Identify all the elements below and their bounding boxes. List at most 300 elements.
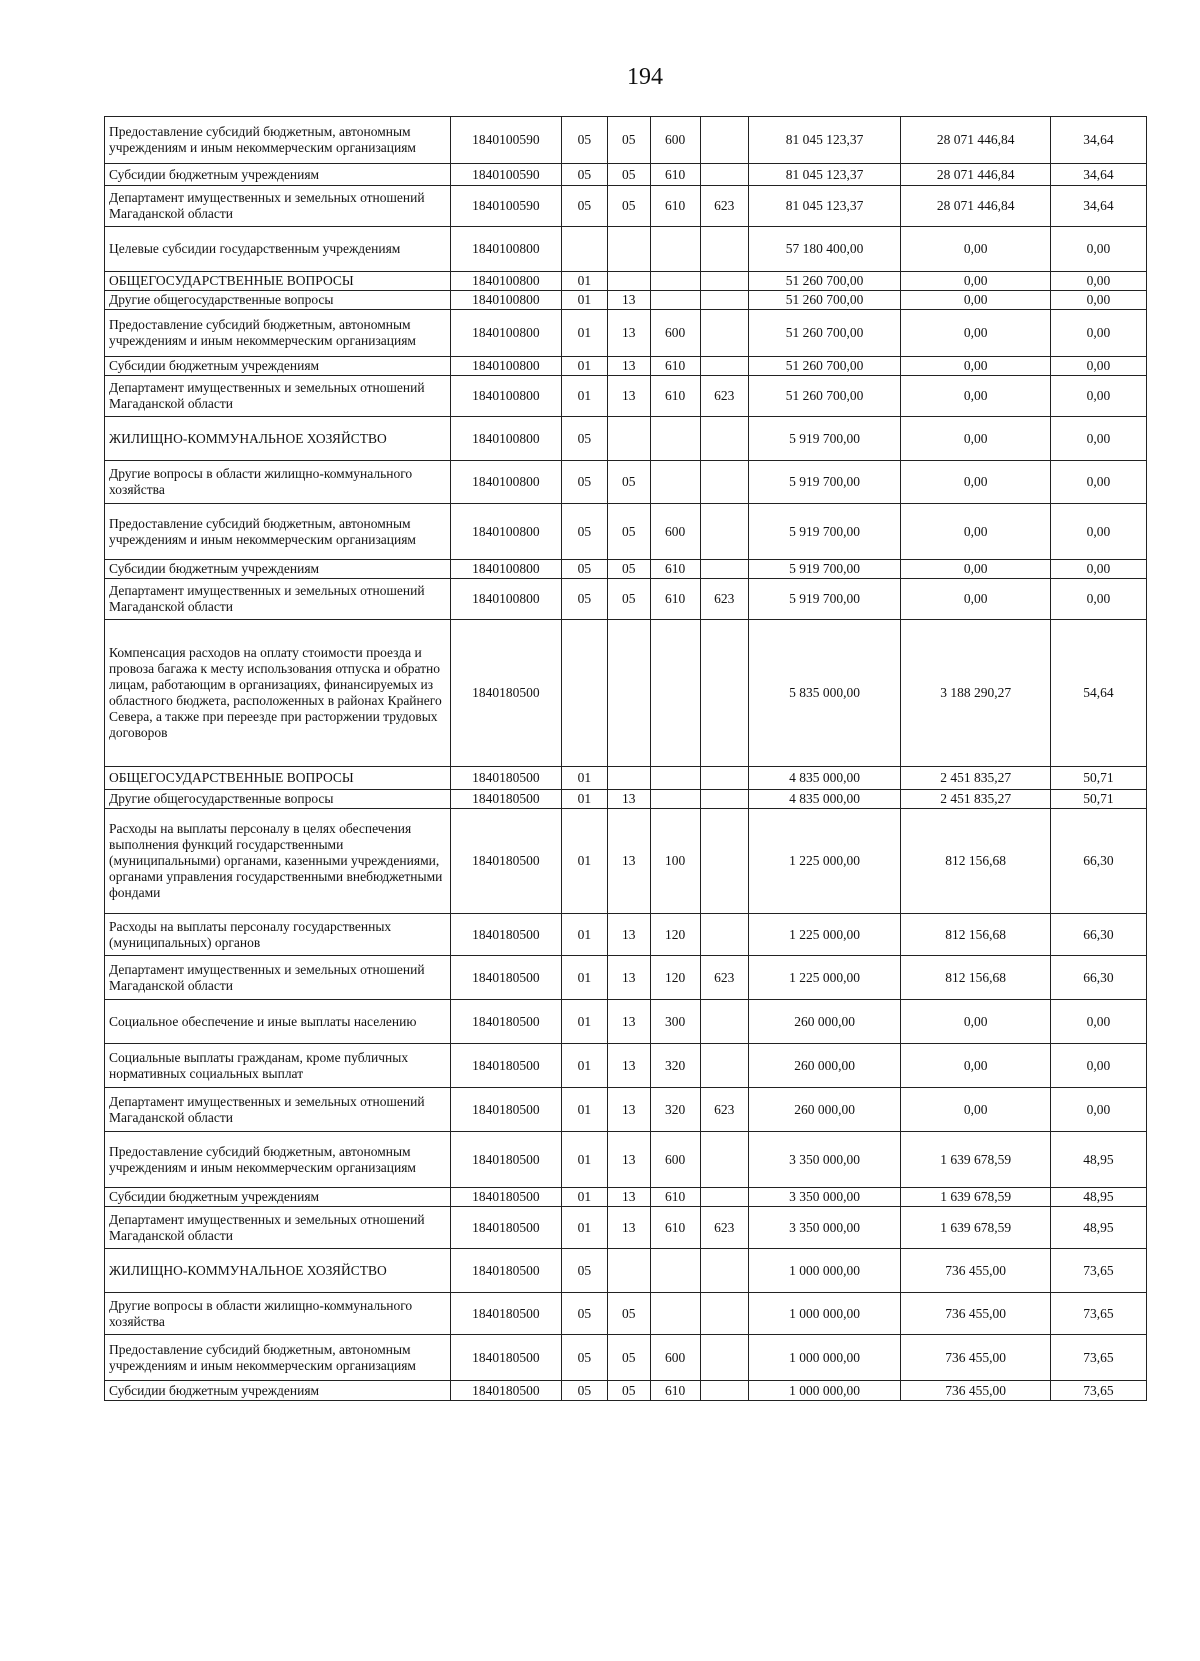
- plan-amount-cell: 51 260 700,00: [748, 357, 901, 376]
- target-article-cell: 1840180500: [450, 1293, 561, 1335]
- admin-code-cell: [700, 1132, 748, 1188]
- percent-cell: 0,00: [1050, 310, 1146, 357]
- target-article-cell: 1840100800: [450, 376, 561, 417]
- budget-execution-table: [104, 116, 1147, 1401]
- actual-amount-cell: 2 451 835,27: [901, 790, 1050, 809]
- expense-type-cell: 610: [650, 560, 700, 579]
- actual-amount-cell: 2 451 835,27: [901, 767, 1050, 790]
- target-article-cell: 1840180500: [450, 1249, 561, 1293]
- plan-amount-cell: 51 260 700,00: [748, 291, 901, 310]
- target-article-cell: 1840180500: [450, 767, 561, 790]
- percent-cell: 0,00: [1050, 1088, 1146, 1132]
- plan-amount-cell: 5 919 700,00: [748, 504, 901, 560]
- plan-amount-cell: 51 260 700,00: [748, 272, 901, 291]
- target-article-cell: 1840180500: [450, 809, 561, 914]
- target-article-cell: 1840100800: [450, 310, 561, 357]
- row-name-cell: Департамент имущественных и земельных отношений Магаданской области: [105, 186, 451, 227]
- subsection-cell: [607, 272, 650, 291]
- row-name-cell: Предоставление субсидий бюджетным, автономным учреждениям и иным некоммерческим организациям: [105, 1132, 451, 1188]
- table-row: [105, 1207, 1147, 1249]
- subsection-cell: 05: [607, 117, 650, 164]
- expense-type-cell: 600: [650, 117, 700, 164]
- subsection-cell: [607, 767, 650, 790]
- percent-cell: 73,65: [1050, 1293, 1146, 1335]
- admin-code-cell: 623: [700, 1207, 748, 1249]
- table-row: [105, 809, 1147, 914]
- plan-amount-cell: 57 180 400,00: [748, 227, 901, 272]
- target-article-cell: 1840100800: [450, 579, 561, 620]
- row-name-cell: Департамент имущественных и земельных отношений Магаданской области: [105, 956, 451, 1000]
- subsection-cell: 05: [607, 579, 650, 620]
- expense-type-cell: 610: [650, 1188, 700, 1207]
- admin-code-cell: 623: [700, 579, 748, 620]
- expense-type-cell: 100: [650, 809, 700, 914]
- percent-cell: 0,00: [1050, 272, 1146, 291]
- table-row: [105, 914, 1147, 956]
- section-cell: 05: [561, 164, 607, 186]
- subsection-cell: 13: [607, 809, 650, 914]
- percent-cell: 0,00: [1050, 1000, 1146, 1044]
- expense-type-cell: [650, 620, 700, 767]
- row-name-cell: ЖИЛИЩНО-КОММУНАЛЬНОЕ ХОЗЯЙСТВО: [105, 417, 451, 461]
- subsection-cell: 13: [607, 310, 650, 357]
- row-name-cell: Другие общегосударственные вопросы: [105, 790, 451, 809]
- admin-code-cell: [700, 164, 748, 186]
- actual-amount-cell: 3 188 290,27: [901, 620, 1050, 767]
- row-name-cell: ОБЩЕГОСУДАРСТВЕННЫЕ ВОПРОСЫ: [105, 272, 451, 291]
- table-body: [105, 117, 1147, 1401]
- percent-cell: 50,71: [1050, 790, 1146, 809]
- percent-cell: 0,00: [1050, 579, 1146, 620]
- table-row: [105, 1000, 1147, 1044]
- table-row: [105, 1335, 1147, 1381]
- percent-cell: 0,00: [1050, 504, 1146, 560]
- plan-amount-cell: 3 350 000,00: [748, 1188, 901, 1207]
- row-name-cell: Другие вопросы в области жилищно-коммунального хозяйства: [105, 1293, 451, 1335]
- section-cell: 01: [561, 272, 607, 291]
- subsection-cell: 05: [607, 1381, 650, 1401]
- admin-code-cell: [700, 620, 748, 767]
- actual-amount-cell: 0,00: [901, 310, 1050, 357]
- table-row: [105, 1249, 1147, 1293]
- plan-amount-cell: 51 260 700,00: [748, 310, 901, 357]
- expense-type-cell: 600: [650, 504, 700, 560]
- row-name-cell: Субсидии бюджетным учреждениям: [105, 1381, 451, 1401]
- row-name-cell: Субсидии бюджетным учреждениям: [105, 357, 451, 376]
- percent-cell: 73,65: [1050, 1335, 1146, 1381]
- table-row: [105, 1088, 1147, 1132]
- subsection-cell: 13: [607, 914, 650, 956]
- plan-amount-cell: 81 045 123,37: [748, 186, 901, 227]
- admin-code-cell: [700, 227, 748, 272]
- percent-cell: 0,00: [1050, 357, 1146, 376]
- admin-code-cell: [700, 417, 748, 461]
- row-name-cell: Департамент имущественных и земельных отношений Магаданской области: [105, 376, 451, 417]
- section-cell: [561, 620, 607, 767]
- section-cell: 01: [561, 790, 607, 809]
- row-name-cell: Субсидии бюджетным учреждениям: [105, 560, 451, 579]
- plan-amount-cell: 260 000,00: [748, 1044, 901, 1088]
- section-cell: 01: [561, 1044, 607, 1088]
- actual-amount-cell: 0,00: [901, 461, 1050, 504]
- target-article-cell: 1840180500: [450, 1088, 561, 1132]
- actual-amount-cell: 1 639 678,59: [901, 1207, 1050, 1249]
- percent-cell: 66,30: [1050, 914, 1146, 956]
- section-cell: 01: [561, 809, 607, 914]
- percent-cell: 0,00: [1050, 376, 1146, 417]
- plan-amount-cell: 1 000 000,00: [748, 1381, 901, 1401]
- target-article-cell: 1840100590: [450, 164, 561, 186]
- section-cell: [561, 227, 607, 272]
- table-row: [105, 291, 1147, 310]
- percent-cell: 0,00: [1050, 560, 1146, 579]
- expense-type-cell: 320: [650, 1044, 700, 1088]
- row-name-cell: Предоставление субсидий бюджетным, автономным учреждениям и иным некоммерческим организациям: [105, 310, 451, 357]
- target-article-cell: 1840100800: [450, 417, 561, 461]
- target-article-cell: 1840180500: [450, 790, 561, 809]
- subsection-cell: 13: [607, 790, 650, 809]
- expense-type-cell: 610: [650, 357, 700, 376]
- target-article-cell: 1840180500: [450, 1044, 561, 1088]
- row-name-cell: Предоставление субсидий бюджетным, автономным учреждениям и иным некоммерческим организациям: [105, 117, 451, 164]
- table-row: [105, 357, 1147, 376]
- percent-cell: 66,30: [1050, 809, 1146, 914]
- section-cell: 01: [561, 310, 607, 357]
- section-cell: 05: [561, 1335, 607, 1381]
- table-row: [105, 956, 1147, 1000]
- actual-amount-cell: 736 455,00: [901, 1335, 1050, 1381]
- row-name-cell: Расходы на выплаты персоналу государственных (муниципальных) органов: [105, 914, 451, 956]
- admin-code-cell: [700, 272, 748, 291]
- subsection-cell: 05: [607, 1335, 650, 1381]
- actual-amount-cell: 0,00: [901, 272, 1050, 291]
- table-row: [105, 1044, 1147, 1088]
- target-article-cell: 1840180500: [450, 1207, 561, 1249]
- row-name-cell: Предоставление субсидий бюджетным, автономным учреждениям и иным некоммерческим организациям: [105, 1335, 451, 1381]
- row-name-cell: Другие общегосударственные вопросы: [105, 291, 451, 310]
- percent-cell: 48,95: [1050, 1207, 1146, 1249]
- subsection-cell: 13: [607, 1088, 650, 1132]
- expense-type-cell: 610: [650, 186, 700, 227]
- row-name-cell: Департамент имущественных и земельных отношений Магаданской области: [105, 1088, 451, 1132]
- actual-amount-cell: 0,00: [901, 560, 1050, 579]
- row-name-cell: Предоставление субсидий бюджетным, автономным учреждениям и иным некоммерческим организациям: [105, 504, 451, 560]
- percent-cell: 0,00: [1050, 1044, 1146, 1088]
- expense-type-cell: 600: [650, 310, 700, 357]
- row-name-cell: Субсидии бюджетным учреждениям: [105, 164, 451, 186]
- expense-type-cell: [650, 767, 700, 790]
- actual-amount-cell: 812 156,68: [901, 914, 1050, 956]
- subsection-cell: 13: [607, 1207, 650, 1249]
- actual-amount-cell: 0,00: [901, 1044, 1050, 1088]
- section-cell: 05: [561, 186, 607, 227]
- table-row: [105, 227, 1147, 272]
- row-name-cell: Субсидии бюджетным учреждениям: [105, 1188, 451, 1207]
- actual-amount-cell: 736 455,00: [901, 1381, 1050, 1401]
- admin-code-cell: [700, 1188, 748, 1207]
- actual-amount-cell: 0,00: [901, 227, 1050, 272]
- plan-amount-cell: 51 260 700,00: [748, 376, 901, 417]
- target-article-cell: 1840100800: [450, 504, 561, 560]
- percent-cell: 48,95: [1050, 1188, 1146, 1207]
- table-row: [105, 1381, 1147, 1401]
- percent-cell: 73,65: [1050, 1381, 1146, 1401]
- actual-amount-cell: 0,00: [901, 1088, 1050, 1132]
- admin-code-cell: [700, 504, 748, 560]
- admin-code-cell: 623: [700, 956, 748, 1000]
- section-cell: 01: [561, 1188, 607, 1207]
- actual-amount-cell: 812 156,68: [901, 956, 1050, 1000]
- percent-cell: 73,65: [1050, 1249, 1146, 1293]
- row-name-cell: Социальные выплаты гражданам, кроме публичных нормативных социальных выплат: [105, 1044, 451, 1088]
- section-cell: 01: [561, 914, 607, 956]
- plan-amount-cell: 5 919 700,00: [748, 417, 901, 461]
- admin-code-cell: [700, 790, 748, 809]
- table-row: [105, 1293, 1147, 1335]
- table-row: [105, 560, 1147, 579]
- page-number: 194: [627, 64, 663, 90]
- section-cell: 01: [561, 1207, 607, 1249]
- target-article-cell: 1840180500: [450, 1188, 561, 1207]
- plan-amount-cell: 3 350 000,00: [748, 1207, 901, 1249]
- actual-amount-cell: 0,00: [901, 357, 1050, 376]
- target-article-cell: 1840100800: [450, 560, 561, 579]
- actual-amount-cell: 0,00: [901, 417, 1050, 461]
- plan-amount-cell: 1 000 000,00: [748, 1249, 901, 1293]
- admin-code-cell: [700, 1335, 748, 1381]
- actual-amount-cell: 736 455,00: [901, 1249, 1050, 1293]
- subsection-cell: 13: [607, 1044, 650, 1088]
- row-name-cell: ЖИЛИЩНО-КОММУНАЛЬНОЕ ХОЗЯЙСТВО: [105, 1249, 451, 1293]
- percent-cell: 48,95: [1050, 1132, 1146, 1188]
- admin-code-cell: 623: [700, 376, 748, 417]
- expense-type-cell: 120: [650, 956, 700, 1000]
- section-cell: 05: [561, 1381, 607, 1401]
- expense-type-cell: 610: [650, 579, 700, 620]
- expense-type-cell: 320: [650, 1088, 700, 1132]
- plan-amount-cell: 3 350 000,00: [748, 1132, 901, 1188]
- plan-amount-cell: 1 000 000,00: [748, 1335, 901, 1381]
- subsection-cell: [607, 620, 650, 767]
- target-article-cell: 1840180500: [450, 1335, 561, 1381]
- subsection-cell: [607, 227, 650, 272]
- table-row: [105, 1188, 1147, 1207]
- admin-code-cell: [700, 914, 748, 956]
- plan-amount-cell: 81 045 123,37: [748, 164, 901, 186]
- row-name-cell: Расходы на выплаты персоналу в целях обеспечения выполнения функций государственными (муниципальными) органами, казенными учреждениями, органами управления государственными внебюджетными фондами: [105, 809, 451, 914]
- plan-amount-cell: 260 000,00: [748, 1000, 901, 1044]
- row-name-cell: Социальное обеспечение и иные выплаты населению: [105, 1000, 451, 1044]
- table-row: [105, 1132, 1147, 1188]
- table-row: [105, 461, 1147, 504]
- section-cell: 01: [561, 376, 607, 417]
- percent-cell: 0,00: [1050, 227, 1146, 272]
- target-article-cell: 1840100590: [450, 117, 561, 164]
- plan-amount-cell: 1 225 000,00: [748, 809, 901, 914]
- plan-amount-cell: 5 919 700,00: [748, 560, 901, 579]
- expense-type-cell: 610: [650, 1207, 700, 1249]
- expense-type-cell: 300: [650, 1000, 700, 1044]
- percent-cell: 0,00: [1050, 291, 1146, 310]
- section-cell: 05: [561, 504, 607, 560]
- expense-type-cell: 600: [650, 1335, 700, 1381]
- expense-type-cell: [650, 461, 700, 504]
- target-article-cell: 1840180500: [450, 620, 561, 767]
- percent-cell: 0,00: [1050, 417, 1146, 461]
- admin-code-cell: [700, 1249, 748, 1293]
- section-cell: 05: [561, 461, 607, 504]
- section-cell: 01: [561, 956, 607, 1000]
- actual-amount-cell: 736 455,00: [901, 1293, 1050, 1335]
- percent-cell: 34,64: [1050, 164, 1146, 186]
- subsection-cell: 05: [607, 560, 650, 579]
- percent-cell: 34,64: [1050, 117, 1146, 164]
- row-name-cell: ОБЩЕГОСУДАРСТВЕННЫЕ ВОПРОСЫ: [105, 767, 451, 790]
- plan-amount-cell: 81 045 123,37: [748, 117, 901, 164]
- section-cell: 05: [561, 117, 607, 164]
- target-article-cell: 1840100800: [450, 272, 561, 291]
- expense-type-cell: 120: [650, 914, 700, 956]
- expense-type-cell: [650, 417, 700, 461]
- admin-code-cell: [700, 560, 748, 579]
- admin-code-cell: [700, 1044, 748, 1088]
- plan-amount-cell: 1 000 000,00: [748, 1293, 901, 1335]
- actual-amount-cell: 1 639 678,59: [901, 1188, 1050, 1207]
- subsection-cell: 05: [607, 461, 650, 504]
- admin-code-cell: [700, 1000, 748, 1044]
- section-cell: 01: [561, 1132, 607, 1188]
- target-article-cell: 1840100800: [450, 227, 561, 272]
- table-row: [105, 310, 1147, 357]
- admin-code-cell: 623: [700, 1088, 748, 1132]
- actual-amount-cell: 0,00: [901, 376, 1050, 417]
- section-cell: 01: [561, 291, 607, 310]
- plan-amount-cell: 260 000,00: [748, 1088, 901, 1132]
- admin-code-cell: [700, 291, 748, 310]
- expense-type-cell: [650, 1249, 700, 1293]
- actual-amount-cell: 28 071 446,84: [901, 164, 1050, 186]
- subsection-cell: 13: [607, 956, 650, 1000]
- admin-code-cell: 623: [700, 186, 748, 227]
- subsection-cell: 13: [607, 357, 650, 376]
- section-cell: 01: [561, 767, 607, 790]
- subsection-cell: 05: [607, 504, 650, 560]
- actual-amount-cell: 0,00: [901, 504, 1050, 560]
- actual-amount-cell: 28 071 446,84: [901, 117, 1050, 164]
- row-name-cell: Другие вопросы в области жилищно-коммунального хозяйства: [105, 461, 451, 504]
- row-name-cell: Компенсация расходов на оплату стоимости проезда и провоза багажа к месту использования отпуска и обратно лицам, работающим в организациях, финансируемых из областного бюджета, расположенных в районах Крайнего Севера, а также при переезде при расторжении трудовых договоров: [105, 620, 451, 767]
- expense-type-cell: [650, 272, 700, 291]
- expense-type-cell: [650, 227, 700, 272]
- table-row: [105, 117, 1147, 164]
- section-cell: 05: [561, 560, 607, 579]
- expense-type-cell: 610: [650, 164, 700, 186]
- section-cell: 05: [561, 417, 607, 461]
- table-row: [105, 790, 1147, 809]
- table-row: [105, 579, 1147, 620]
- section-cell: 05: [561, 579, 607, 620]
- expense-type-cell: [650, 790, 700, 809]
- target-article-cell: 1840100800: [450, 461, 561, 504]
- section-cell: 01: [561, 1000, 607, 1044]
- target-article-cell: 1840100590: [450, 186, 561, 227]
- section-cell: 01: [561, 1088, 607, 1132]
- actual-amount-cell: 1 639 678,59: [901, 1132, 1050, 1188]
- plan-amount-cell: 5 835 000,00: [748, 620, 901, 767]
- target-article-cell: 1840180500: [450, 1000, 561, 1044]
- expense-type-cell: 600: [650, 1132, 700, 1188]
- target-article-cell: 1840100800: [450, 291, 561, 310]
- actual-amount-cell: 812 156,68: [901, 809, 1050, 914]
- subsection-cell: [607, 417, 650, 461]
- admin-code-cell: [700, 1381, 748, 1401]
- plan-amount-cell: 1 225 000,00: [748, 956, 901, 1000]
- expense-type-cell: 610: [650, 376, 700, 417]
- target-article-cell: 1840180500: [450, 956, 561, 1000]
- subsection-cell: 13: [607, 376, 650, 417]
- row-name-cell: Департамент имущественных и земельных отношений Магаданской области: [105, 579, 451, 620]
- target-article-cell: 1840100800: [450, 357, 561, 376]
- target-article-cell: 1840180500: [450, 1132, 561, 1188]
- percent-cell: 50,71: [1050, 767, 1146, 790]
- table-row: [105, 504, 1147, 560]
- table-row: [105, 620, 1147, 767]
- table-row: [105, 164, 1147, 186]
- table-row: [105, 767, 1147, 790]
- expense-type-cell: [650, 291, 700, 310]
- expense-type-cell: [650, 1293, 700, 1335]
- subsection-cell: 13: [607, 1188, 650, 1207]
- table-row: [105, 272, 1147, 291]
- section-cell: 05: [561, 1249, 607, 1293]
- row-name-cell: Целевые субсидии государственным учреждениям: [105, 227, 451, 272]
- target-article-cell: 1840180500: [450, 914, 561, 956]
- subsection-cell: [607, 1249, 650, 1293]
- actual-amount-cell: 0,00: [901, 1000, 1050, 1044]
- plan-amount-cell: 4 835 000,00: [748, 767, 901, 790]
- plan-amount-cell: 5 919 700,00: [748, 579, 901, 620]
- expense-type-cell: 610: [650, 1381, 700, 1401]
- subsection-cell: 05: [607, 186, 650, 227]
- percent-cell: 54,64: [1050, 620, 1146, 767]
- admin-code-cell: [700, 310, 748, 357]
- subsection-cell: 13: [607, 1000, 650, 1044]
- table-row: [105, 417, 1147, 461]
- admin-code-cell: [700, 767, 748, 790]
- table-row: [105, 376, 1147, 417]
- table-row: [105, 186, 1147, 227]
- percent-cell: 66,30: [1050, 956, 1146, 1000]
- admin-code-cell: [700, 357, 748, 376]
- admin-code-cell: [700, 461, 748, 504]
- actual-amount-cell: 0,00: [901, 291, 1050, 310]
- section-cell: 01: [561, 357, 607, 376]
- plan-amount-cell: 4 835 000,00: [748, 790, 901, 809]
- actual-amount-cell: 0,00: [901, 579, 1050, 620]
- subsection-cell: 05: [607, 1293, 650, 1335]
- plan-amount-cell: 1 225 000,00: [748, 914, 901, 956]
- plan-amount-cell: 5 919 700,00: [748, 461, 901, 504]
- actual-amount-cell: 28 071 446,84: [901, 186, 1050, 227]
- admin-code-cell: [700, 809, 748, 914]
- target-article-cell: 1840180500: [450, 1381, 561, 1401]
- admin-code-cell: [700, 1293, 748, 1335]
- percent-cell: 0,00: [1050, 461, 1146, 504]
- subsection-cell: 05: [607, 164, 650, 186]
- row-name-cell: Департамент имущественных и земельных отношений Магаданской области: [105, 1207, 451, 1249]
- subsection-cell: 13: [607, 291, 650, 310]
- percent-cell: 34,64: [1050, 186, 1146, 227]
